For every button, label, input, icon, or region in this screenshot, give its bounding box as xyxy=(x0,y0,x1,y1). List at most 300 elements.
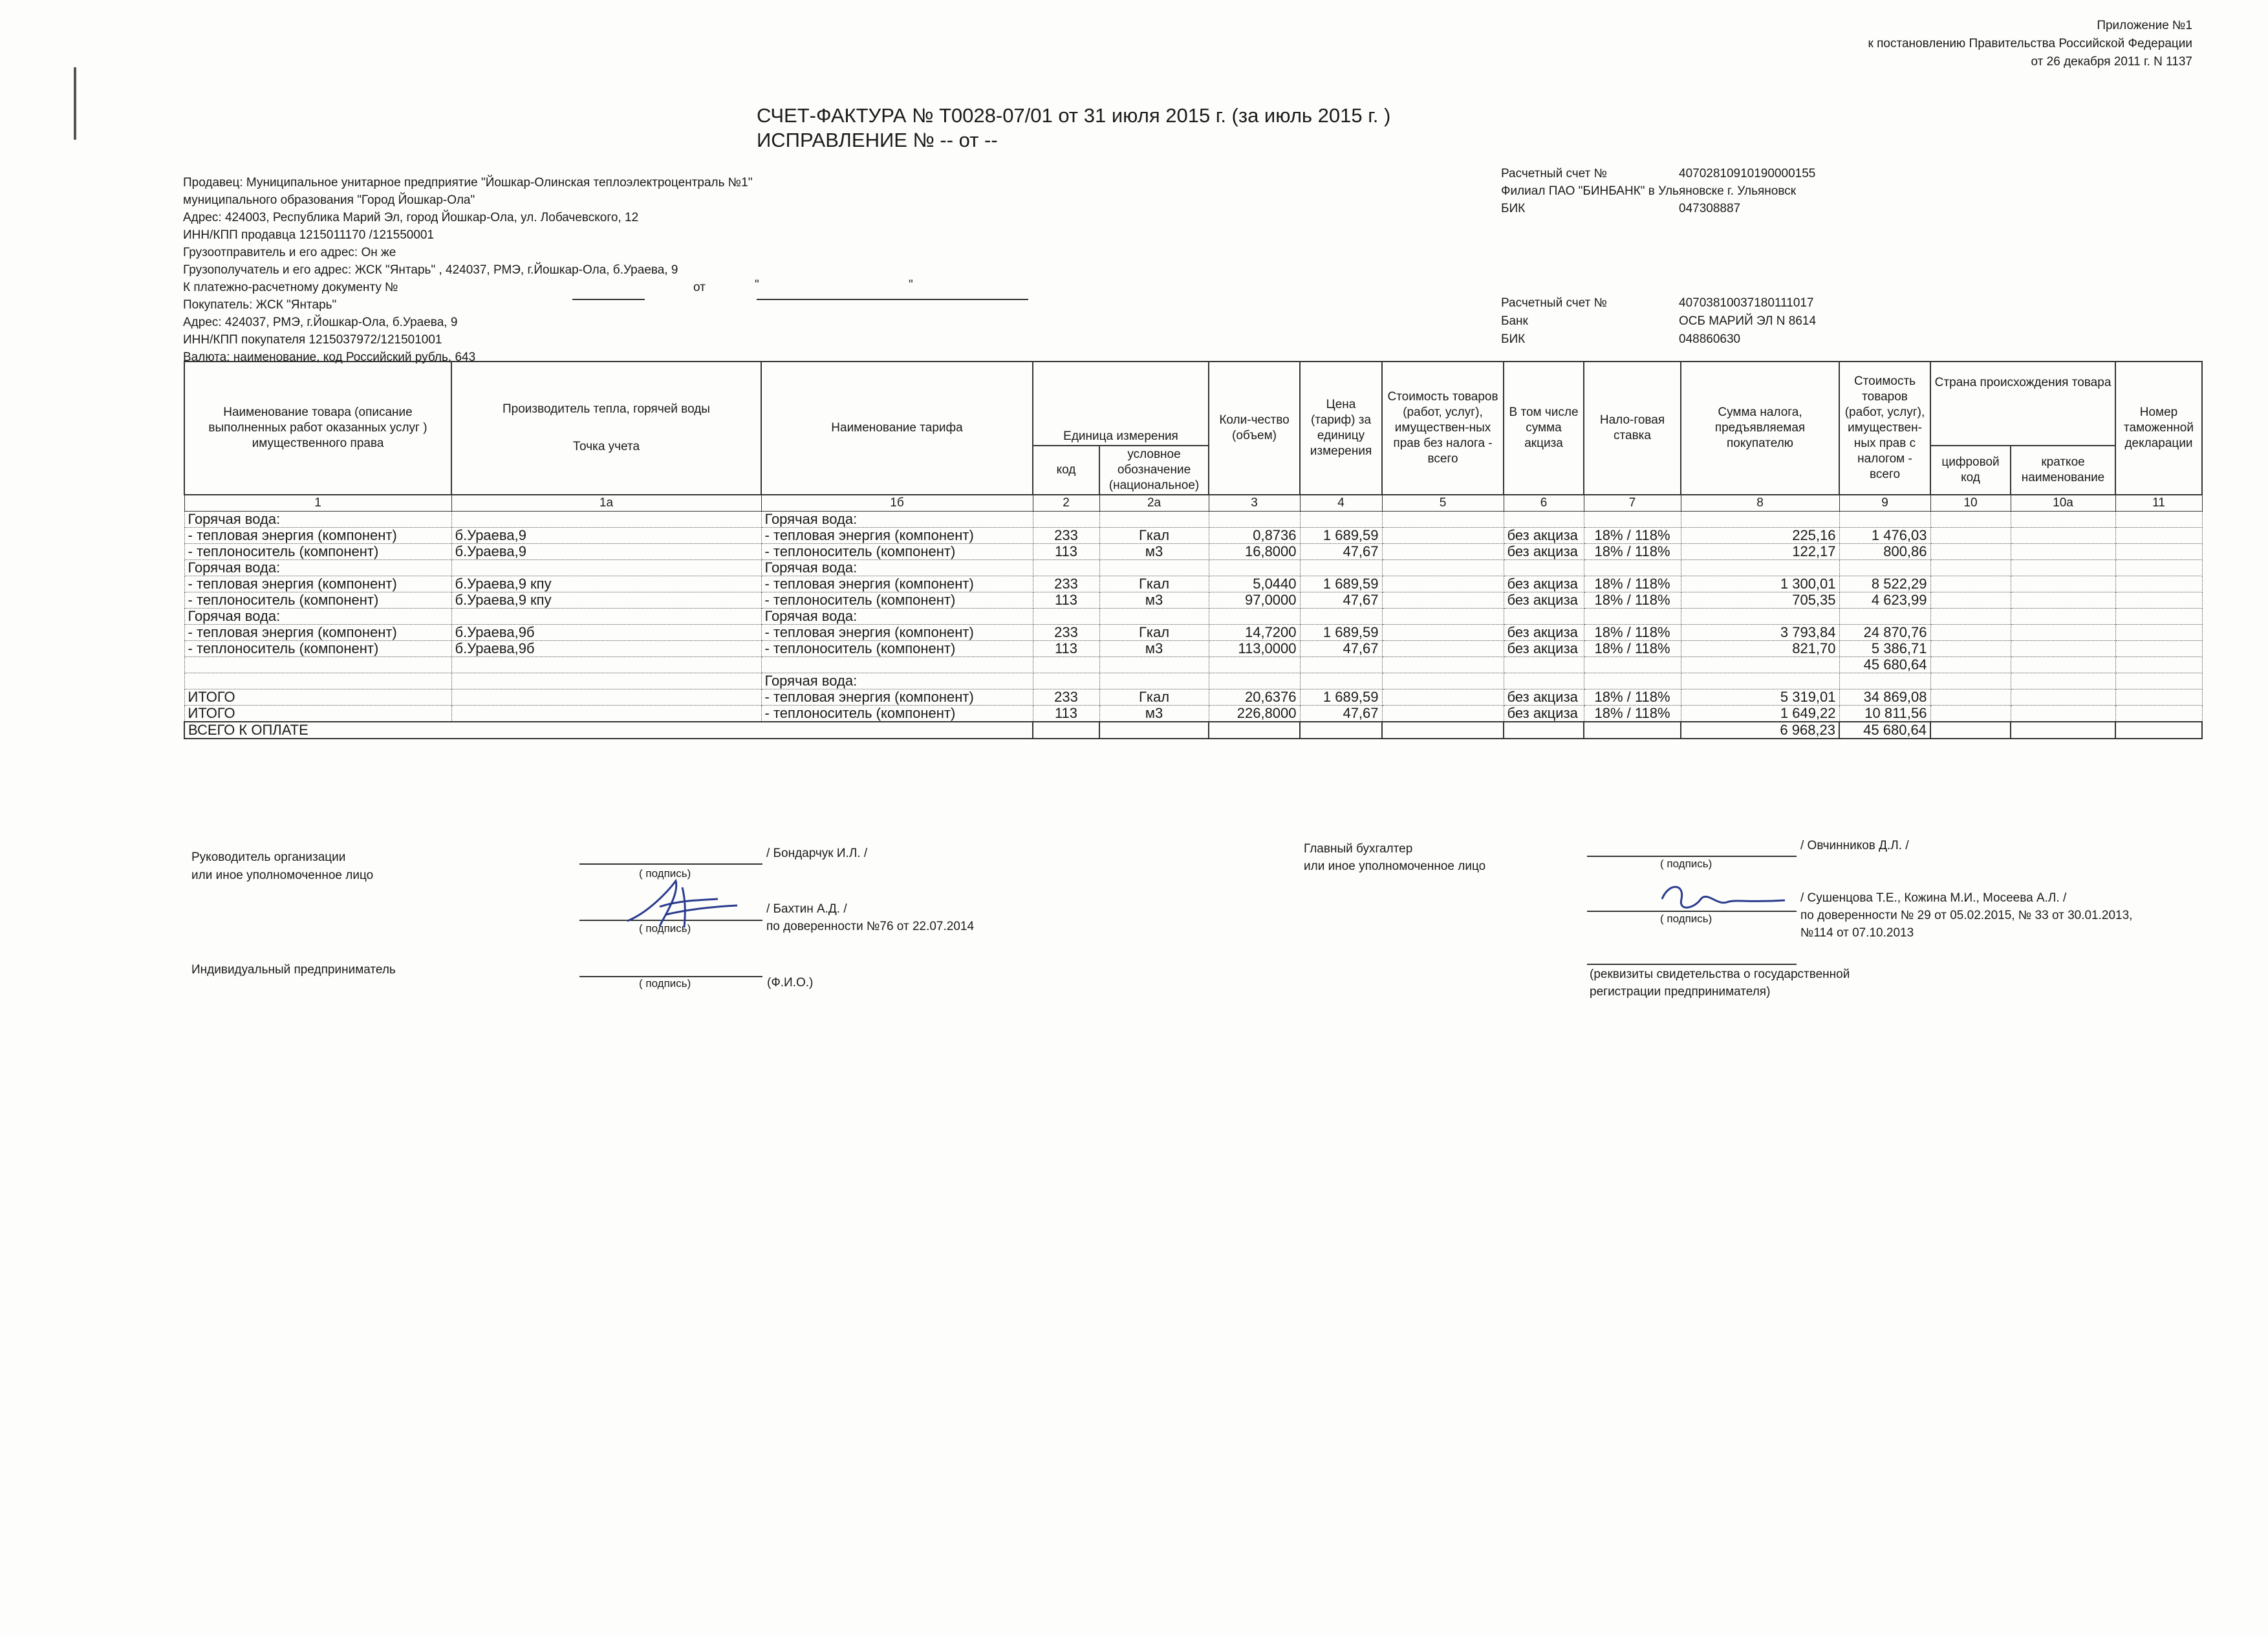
table-cell xyxy=(184,657,451,673)
table-cell: 24 870,76 xyxy=(1839,625,1930,641)
table-cell: б.Ураева,9 xyxy=(451,544,761,560)
appendix-reference xyxy=(1868,17,2192,71)
table-row xyxy=(184,560,2202,576)
table-cell xyxy=(2115,609,2202,625)
buyer-bik-label: БИК xyxy=(1501,332,1526,346)
table-row xyxy=(184,592,2202,609)
column-numbers-row xyxy=(184,495,2202,512)
column-number: 1а xyxy=(451,495,761,512)
table-cell: 20,6376 xyxy=(1209,689,1300,706)
invoice-table xyxy=(184,361,2203,739)
entrepreneur-fio: (Ф.И.О.) xyxy=(767,976,814,990)
table-row xyxy=(184,689,2202,706)
table-cell xyxy=(1930,706,2011,722)
table-cell xyxy=(1300,512,1382,528)
table-cell: 18% / 118% xyxy=(1584,641,1681,657)
table-cell xyxy=(1209,609,1300,625)
header-point: Точка учета xyxy=(572,440,640,453)
table-cell: 1 689,59 xyxy=(1300,625,1382,641)
table-cell xyxy=(1930,512,2011,528)
payment-date-line xyxy=(757,299,1028,300)
accountant-sign-line xyxy=(1587,856,1797,857)
table-row xyxy=(184,576,2202,592)
table-cell xyxy=(1930,544,2011,560)
appendix-line-1: Приложение №1 xyxy=(2097,19,2192,32)
table-cell xyxy=(2115,706,2202,722)
column-number: 2 xyxy=(1033,495,1099,512)
table-cell xyxy=(1681,512,1839,528)
table-cell xyxy=(451,657,761,673)
header-rate: Нало-говая ставка xyxy=(1584,362,1681,495)
table-cell: без акциза xyxy=(1504,641,1584,657)
table-cell: б.Ураева,9 кпу xyxy=(451,576,761,592)
table-cell xyxy=(451,673,761,689)
table-cell xyxy=(1930,689,2011,706)
table-cell: 1 689,59 xyxy=(1300,689,1382,706)
table-cell xyxy=(2011,560,2115,576)
table-cell xyxy=(1099,722,1209,739)
header-cost-total: Стоимость товаров (работ, услуг), имуществен-ных прав с налогом - всего xyxy=(1839,362,1930,495)
seller-bik-label: БИК xyxy=(1501,202,1526,215)
header-tariff: Наименование тарифа xyxy=(761,362,1033,495)
table-cell xyxy=(1099,673,1209,689)
table-cell: - тепловая энергия (компонент) xyxy=(184,528,451,544)
table-cell: 18% / 118% xyxy=(1584,689,1681,706)
payment-number-line xyxy=(572,299,645,300)
correction-title: ИСПРАВЛЕНИЕ № -- от -- xyxy=(757,129,998,151)
table-cell xyxy=(1504,512,1584,528)
table-cell: - теплоноситель (компонент) xyxy=(761,641,1033,657)
column-number: 10а xyxy=(2011,495,2115,512)
table-cell: 47,67 xyxy=(1300,592,1382,609)
table-cell xyxy=(1382,576,1504,592)
table-cell xyxy=(2011,592,2115,609)
table-cell xyxy=(451,512,761,528)
header-producer: Производитель тепла, горячей воды xyxy=(502,402,710,416)
table-cell xyxy=(2115,512,2202,528)
table-cell xyxy=(2011,657,2115,673)
table-cell xyxy=(1099,512,1209,528)
table-cell: - теплоноситель (компонент) xyxy=(184,592,451,609)
table-cell: 47,67 xyxy=(1300,706,1382,722)
table-row xyxy=(184,657,2202,673)
table-cell: Горячая вода: xyxy=(184,609,451,625)
table-cell: Горячая вода: xyxy=(761,673,1033,689)
table-cell xyxy=(1033,722,1099,739)
table-cell: 233 xyxy=(1033,689,1099,706)
table-cell: 1 300,01 xyxy=(1681,576,1839,592)
proxy-doc: по доверенности №76 от 22.07.2014 xyxy=(766,920,975,933)
table-cell xyxy=(1209,657,1300,673)
table-cell xyxy=(2115,560,2202,576)
table-cell xyxy=(1839,673,1930,689)
table-cell: - тепловая энергия (компонент) xyxy=(184,625,451,641)
table-cell xyxy=(1382,609,1504,625)
total-row xyxy=(184,722,2202,739)
head-sign-line xyxy=(579,863,762,865)
table-cell xyxy=(1930,625,2011,641)
table-cell: 0,8736 xyxy=(1209,528,1300,544)
table-cell: 113 xyxy=(1033,706,1099,722)
header-qty: Коли-чество (объем) xyxy=(1209,362,1300,495)
table-cell xyxy=(1382,512,1504,528)
table-cell: 18% / 118% xyxy=(1584,576,1681,592)
table-cell xyxy=(1382,528,1504,544)
column-number: 1 xyxy=(184,495,451,512)
table-cell xyxy=(2115,576,2202,592)
table-cell: 47,67 xyxy=(1300,544,1382,560)
entrepreneur-label: Индивидуальный предприниматель xyxy=(191,963,396,977)
accountant-proxy-doc-1: по доверенности № 29 от 05.02.2015, № 33 от 30.01.2013, xyxy=(1800,909,2133,922)
table-cell: Гкал xyxy=(1099,528,1209,544)
table-cell xyxy=(1382,673,1504,689)
head-name: / Бондарчук И.Л. / xyxy=(766,847,868,860)
table-cell: м3 xyxy=(1099,544,1209,560)
table-cell: - тепловая энергия (компонент) xyxy=(761,528,1033,544)
header-producer-point xyxy=(451,362,761,495)
table-cell: 800,86 xyxy=(1839,544,1930,560)
header-country: Страна происхождения товара xyxy=(1930,362,2115,446)
table-cell xyxy=(2115,544,2202,560)
seller-inn: ИНН/КПП продавца 1215011170 /121550001 xyxy=(183,228,435,242)
table-cell xyxy=(2011,576,2115,592)
table-cell xyxy=(2115,625,2202,641)
table-cell xyxy=(1930,673,2011,689)
table-cell: - тепловая энергия (компонент) xyxy=(761,576,1033,592)
table-cell xyxy=(2115,657,2202,673)
payment-from-label: от xyxy=(693,281,706,294)
buyer-inn: ИНН/КПП покупателя 1215037972/121501001 xyxy=(183,333,442,347)
table-cell xyxy=(1930,592,2011,609)
table-cell: Гкал xyxy=(1099,576,1209,592)
shipper: Грузоотправитель и его адрес: Он же xyxy=(183,246,396,259)
table-cell: 113 xyxy=(1033,592,1099,609)
table-cell xyxy=(2011,673,2115,689)
invoice-title: СЧЕТ-ФАКТУРА № Т0028-07/01 от 31 июля 2015 г. (за июль 2015 г. ) xyxy=(757,104,1391,127)
seller-bank-branch: Филиал ПАО "БИНБАНК" в Ульяновске г. Ульяновск xyxy=(1501,184,1797,198)
column-number: 7 xyxy=(1584,495,1681,512)
entrepreneur-sign-caption: ( подпись) xyxy=(639,977,691,990)
table-cell xyxy=(2115,592,2202,609)
table-cell xyxy=(2011,512,2115,528)
table-cell xyxy=(2011,625,2115,641)
table-cell xyxy=(1504,609,1584,625)
head-label-1: Руководитель организации xyxy=(191,850,346,864)
table-cell xyxy=(2115,641,2202,657)
table-cell: м3 xyxy=(1099,641,1209,657)
table-cell: без акциза xyxy=(1504,625,1584,641)
currency: Валюта: наименование, код Российский рубль, 643 xyxy=(183,351,476,364)
table-cell xyxy=(1839,560,1930,576)
buyer-bik: 048860630 xyxy=(1679,332,1741,346)
table-cell xyxy=(2011,609,2115,625)
table-row xyxy=(184,625,2202,641)
table-cell: 18% / 118% xyxy=(1584,592,1681,609)
table-cell xyxy=(1300,722,1382,739)
table-cell: без акциза xyxy=(1504,706,1584,722)
table-cell: Горячая вода: xyxy=(761,560,1033,576)
table-cell: м3 xyxy=(1099,592,1209,609)
payment-document-label: К платежно-расчетному документу № xyxy=(183,281,398,294)
table-cell xyxy=(2011,528,2115,544)
table-cell: без акциза xyxy=(1504,528,1584,544)
table-cell: 4 623,99 xyxy=(1839,592,1930,609)
document-title xyxy=(757,103,1390,153)
seller-account-label: Расчетный счет № xyxy=(1501,167,1607,180)
table-cell xyxy=(451,609,761,625)
table-cell: 113 xyxy=(1033,544,1099,560)
table-cell: 113,0000 xyxy=(1209,641,1300,657)
registry-caption-1: (реквизиты свидетельства о государственной xyxy=(1590,968,1850,981)
table-cell xyxy=(1930,641,2011,657)
table-cell xyxy=(1930,576,2011,592)
buyer-account: 40703810037180111017 xyxy=(1679,296,1814,310)
header-country-code: цифровой код xyxy=(1930,446,2011,495)
table-cell: 18% / 118% xyxy=(1584,528,1681,544)
column-number: 8 xyxy=(1681,495,1839,512)
table-cell xyxy=(1584,609,1681,625)
table-cell xyxy=(2011,706,2115,722)
table-cell: 18% / 118% xyxy=(1584,706,1681,722)
accountant-sign-caption: ( подпись) xyxy=(1660,858,1712,870)
buyer-address: Адрес: 424037, РМЭ, г.Йошкар-Ола, б.Ураева, 9 xyxy=(183,316,458,329)
table-cell xyxy=(1099,657,1209,673)
total-label: ВСЕГО К ОПЛАТЕ xyxy=(184,722,1033,739)
table-cell: - тепловая энергия (компонент) xyxy=(184,576,451,592)
payment-quote-close: " xyxy=(909,278,913,292)
table-cell: б.Ураева,9 кпу xyxy=(451,592,761,609)
table-cell xyxy=(2011,544,2115,560)
table-cell: 8 522,29 xyxy=(1839,576,1930,592)
table-cell: Горячая вода: xyxy=(184,512,451,528)
table-cell xyxy=(1681,560,1839,576)
table-cell xyxy=(2011,722,2115,739)
header-price: Цена (тариф) за единицу измерения xyxy=(1300,362,1382,495)
table-cell: 10 811,56 xyxy=(1839,706,1930,722)
table-cell: 1 649,22 xyxy=(1681,706,1839,722)
payment-quote-open: " xyxy=(755,278,759,292)
table-row xyxy=(184,512,2202,528)
handwritten-signature-2 xyxy=(1656,880,1791,918)
table-cell xyxy=(1930,657,2011,673)
table-cell: 5 319,01 xyxy=(1681,689,1839,706)
table-cell: - теплоноситель (компонент) xyxy=(761,592,1033,609)
table-cell xyxy=(1504,657,1584,673)
seller-line-2: муниципального образования "Город Йошкар-Ола" xyxy=(183,193,475,207)
header-unit-name: условное обозначение (национальное) xyxy=(1099,446,1209,495)
table-cell: 225,16 xyxy=(1681,528,1839,544)
table-cell: 5 386,71 xyxy=(1839,641,1930,657)
table-cell xyxy=(1033,609,1099,625)
proxy-sign-caption: ( подпись) xyxy=(639,922,691,935)
table-cell xyxy=(1839,609,1930,625)
accountant-proxy-doc-2: №114 от 07.10.2013 xyxy=(1800,926,1914,940)
registry-line xyxy=(1587,964,1797,965)
seller-address: Адрес: 424003, Республика Марий Эл, город Йошкар-Ола, ул. Лобачевского, 12 xyxy=(183,211,639,224)
table-cell xyxy=(2115,528,2202,544)
table-cell xyxy=(1300,657,1382,673)
buyer-bank: ОСБ МАРИЙ ЭЛ N 8614 xyxy=(1679,314,1817,328)
table-cell xyxy=(1839,512,1930,528)
table-cell: б.Ураева,9б xyxy=(451,641,761,657)
header-country-name: краткое наименование xyxy=(2011,446,2115,495)
table-cell: 34 869,08 xyxy=(1839,689,1930,706)
buyer-account-label: Расчетный счет № xyxy=(1501,296,1607,310)
table-cell: 113 xyxy=(1033,641,1099,657)
table-row xyxy=(184,641,2202,657)
table-cell: - теплоноситель (компонент) xyxy=(184,544,451,560)
table-cell: б.Ураева,9 xyxy=(451,528,761,544)
table-cell xyxy=(1382,722,1504,739)
table-cell: без акциза xyxy=(1504,544,1584,560)
table-cell xyxy=(1209,512,1300,528)
table-cell: 97,0000 xyxy=(1209,592,1300,609)
appendix-line-3: от 26 декабря 2011 г. N 1137 xyxy=(2031,55,2192,69)
table-cell: м3 xyxy=(1099,706,1209,722)
table-cell: 1 476,03 xyxy=(1839,528,1930,544)
column-number: 4 xyxy=(1300,495,1382,512)
table-cell xyxy=(1209,673,1300,689)
table-cell: без акциза xyxy=(1504,576,1584,592)
table-cell: Гкал xyxy=(1099,625,1209,641)
consignee: Грузополучатель и его адрес: ЖСК "Янтарь" , 424037, РМЭ, г.Йошкар-Ола, б.Ураева, 9 xyxy=(183,263,678,277)
table-cell xyxy=(451,706,761,722)
column-number: 5 xyxy=(1382,495,1504,512)
table-row xyxy=(184,706,2202,722)
table-cell xyxy=(1504,560,1584,576)
seller-bik: 047308887 xyxy=(1679,202,1741,215)
seller-line-1: Продавец: Муниципальное унитарное предприятие "Йошкар-Олинская теплоэлектроцентраль №1" xyxy=(183,176,753,189)
table-cell xyxy=(1300,673,1382,689)
buyer-name: Покупатель: ЖСК "Янтарь" xyxy=(183,298,337,312)
table-cell: Горячая вода: xyxy=(761,512,1033,528)
seller-account: 40702810910190000155 xyxy=(1679,167,1816,180)
table-cell: 1 689,59 xyxy=(1300,528,1382,544)
table-cell xyxy=(1584,673,1681,689)
table-cell xyxy=(1584,657,1681,673)
head-sign-caption: ( подпись) xyxy=(639,867,691,880)
table-cell: 233 xyxy=(1033,576,1099,592)
table-row xyxy=(184,544,2202,560)
table-cell: ИТОГО xyxy=(184,689,451,706)
table-cell xyxy=(1504,722,1584,739)
table-cell: 14,7200 xyxy=(1209,625,1300,641)
table-cell xyxy=(1099,609,1209,625)
column-number: 11 xyxy=(2115,495,2202,512)
column-number: 1б xyxy=(761,495,1033,512)
table-cell: - теплоноситель (компонент) xyxy=(184,641,451,657)
table-cell xyxy=(2011,689,2115,706)
table-cell xyxy=(1382,560,1504,576)
handwritten-signature-1 xyxy=(621,874,744,933)
buyer-bank-label: Банк xyxy=(1501,314,1528,328)
table-cell xyxy=(1382,706,1504,722)
header-cost: Стоимость товаров (работ, услуг), имуществен-ных прав без налога - всего xyxy=(1382,362,1504,495)
registry-caption-2: регистрации предпринимателя) xyxy=(1590,985,1771,999)
table-cell: б.Ураева,9б xyxy=(451,625,761,641)
table-cell xyxy=(451,560,761,576)
table-cell: 705,35 xyxy=(1681,592,1839,609)
table-cell xyxy=(1099,560,1209,576)
table-row xyxy=(184,609,2202,625)
table-cell: без акциза xyxy=(1504,689,1584,706)
table-cell: без акциза xyxy=(1504,592,1584,609)
table-cell xyxy=(1382,657,1504,673)
column-number: 9 xyxy=(1839,495,1930,512)
table-cell xyxy=(1209,722,1300,739)
accountant-name: / Овчинников Д.Л. / xyxy=(1800,839,1909,852)
table-cell xyxy=(1033,560,1099,576)
table-cell xyxy=(2011,641,2115,657)
table-cell: 18% / 118% xyxy=(1584,625,1681,641)
accountant-proxy-sign-caption: ( подпись) xyxy=(1660,913,1712,925)
table-row xyxy=(184,673,2202,689)
table-cell xyxy=(1930,528,2011,544)
table-cell xyxy=(1504,673,1584,689)
table-cell: 233 xyxy=(1033,528,1099,544)
table-cell xyxy=(1681,673,1839,689)
header-excise: В том числе сумма акциза xyxy=(1504,362,1584,495)
header-tax: Сумма налога, предъявляемая покупателю xyxy=(1681,362,1839,495)
total-tax: 6 968,23 xyxy=(1681,722,1839,739)
table-cell xyxy=(1584,722,1681,739)
table-cell: 3 793,84 xyxy=(1681,625,1839,641)
table-cell: 122,17 xyxy=(1681,544,1839,560)
table-cell xyxy=(761,657,1033,673)
proxy-name: / Бахтин А.Д. / xyxy=(766,902,847,916)
table-cell xyxy=(1033,673,1099,689)
table-cell xyxy=(2115,673,2202,689)
table-cell xyxy=(1930,609,2011,625)
total-amount: 45 680,64 xyxy=(1839,722,1930,739)
table-cell: 1 689,59 xyxy=(1300,576,1382,592)
column-number: 2а xyxy=(1099,495,1209,512)
table-cell xyxy=(1584,560,1681,576)
table-cell: 47,67 xyxy=(1300,641,1382,657)
table-cell: 45 680,64 xyxy=(1839,657,1930,673)
header-customs: Номер таможенной декларации xyxy=(2115,362,2202,495)
table-cell: 233 xyxy=(1033,625,1099,641)
head-label-2: или иное уполномоченное лицо xyxy=(191,869,374,882)
table-cell xyxy=(2115,689,2202,706)
table-cell xyxy=(1033,657,1099,673)
table-cell xyxy=(1209,560,1300,576)
table-cell xyxy=(1300,609,1382,625)
table-cell: 226,8000 xyxy=(1209,706,1300,722)
table-cell: ИТОГО xyxy=(184,706,451,722)
table-cell: Гкал xyxy=(1099,689,1209,706)
table-cell: 821,70 xyxy=(1681,641,1839,657)
column-number: 10 xyxy=(1930,495,2011,512)
table-cell xyxy=(1033,512,1099,528)
table-cell: - тепловая энергия (компонент) xyxy=(761,625,1033,641)
accountant-label-1: Главный бухгалтер xyxy=(1304,842,1413,856)
table-cell xyxy=(184,673,451,689)
table-cell xyxy=(1300,560,1382,576)
header-name: Наименование товара (описание выполненных работ оказанных услуг ) имущественного права xyxy=(184,362,451,495)
table-cell xyxy=(1382,592,1504,609)
table-row xyxy=(184,528,2202,544)
table-cell: 16,8000 xyxy=(1209,544,1300,560)
table-cell xyxy=(1382,544,1504,560)
table-cell xyxy=(1382,641,1504,657)
accountant-label-2: или иное уполномоченное лицо xyxy=(1304,860,1486,873)
appendix-line-2: к постановлению Правительства Российской Федерации xyxy=(1868,37,2192,50)
table-cell xyxy=(1584,512,1681,528)
column-number: 3 xyxy=(1209,495,1300,512)
scan-artifact xyxy=(74,67,76,140)
header-unit: Единица измерения xyxy=(1033,362,1209,446)
